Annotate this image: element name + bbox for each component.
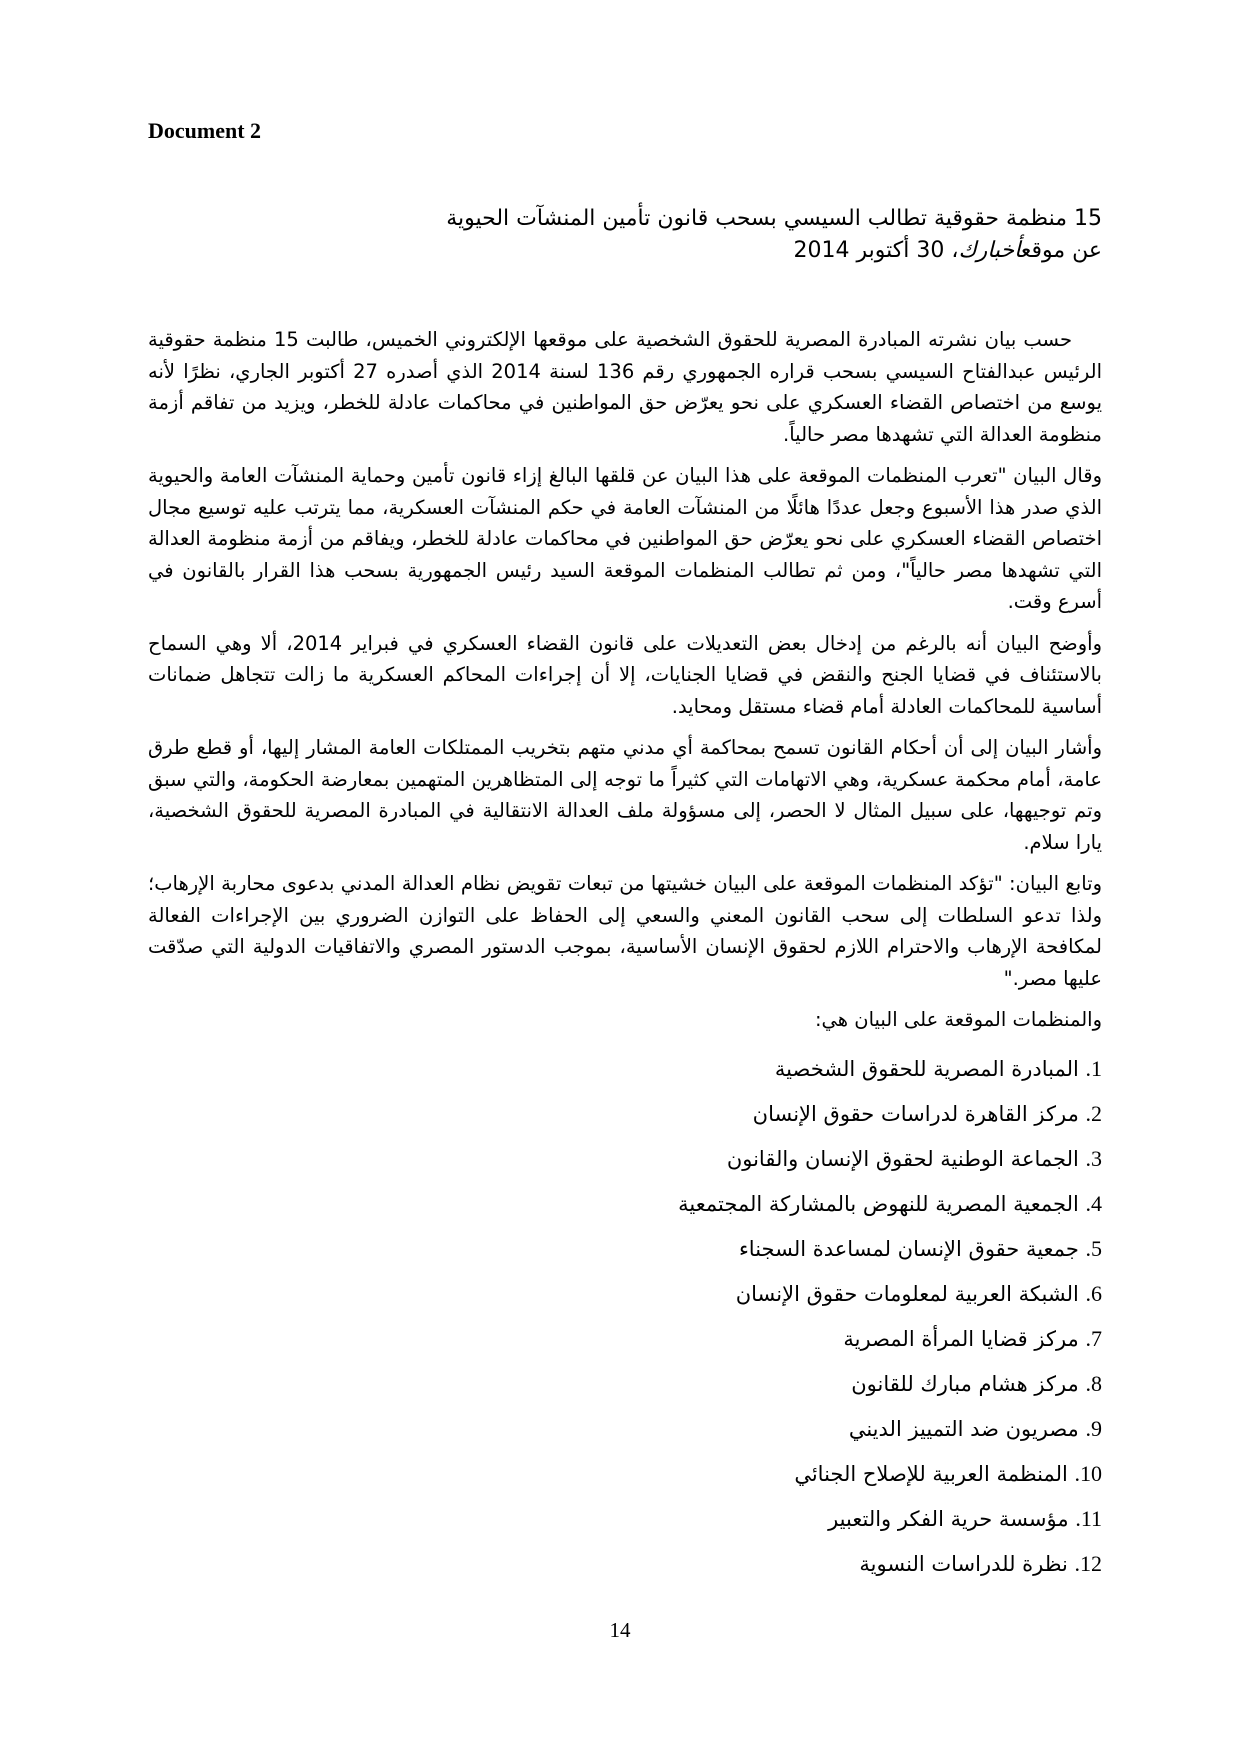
list-number: 11. — [1075, 1505, 1102, 1531]
organization-name: نظرة للدراسات النسوية — [859, 1551, 1068, 1576]
list-item — [148, 1496, 1102, 1541]
list-item — [148, 1136, 1102, 1181]
list-number: 12. — [1074, 1550, 1102, 1576]
paragraph: وقال البيان "تعرب المنظمات الموقعة على هذا البيان عن قلقها البالغ إزاء قانون تأمين وحماية المنشآت العامة والحيوية الذي صدر هذا الأسبوع وجعل عددًا هائلًا من المنشآت العامة في حكم المنشآت العسكرية، مما يترتب عليه توسيع مجال اختصاص القضاء العسكري على نحو يعرّض حق المواطنين في محاكمات عادلة للخطر، ويفاقم من أزمة منظومة العدالة التي تشهدها مصر حالياً"، ومن ثم تطالب المنظمات الموقعة السيد رئيس الجمهورية بسحب هذا القرار بالقانون في أسرع وقت. — [148, 464, 1102, 613]
organization-name: الجماعة الوطنية لحقوق الإنسان والقانون — [726, 1146, 1079, 1171]
list-item — [148, 1451, 1102, 1496]
paragraph: وأوضح البيان أنه بالرغم من إدخال بعض التعديلات على قانون القضاء العسكري في فبراير 2014، ألا وهي السماح بالاستئناف في قضايا الجنح والنقض في قضايا الجنايات، إلا أن إجراءات المحاكم العسكرية ما زالت تتجاهل ضمانات أساسية للمحاكمات العادلة أمام قضاء مستقل ومحايد. — [148, 631, 1102, 718]
list-item — [148, 1541, 1102, 1586]
paragraph: حسب بيان نشرته المبادرة المصرية للحقوق الشخصية على موقعها الإلكتروني الخميس، طالبت 15 منظمة حقوقية الرئيس عبدالفتاح السيسي بسحب قراره الجمهوري رقم 136 لسنة 2014 الذي أصدره 27 أكتوبر الجاري، نظرًا لأنه يوسع من اختصاص القضاء العسكري على نحو يعرّض حق المواطنين في محاكمات عادلة للخطر، ويزيد من تفاقم أزمة منظومة العدالة التي تشهدها مصر حالياً. — [148, 328, 1102, 446]
page-number: 14 — [609, 1618, 631, 1642]
document-label: Document 2 — [148, 118, 262, 143]
list-number: 8. — [1085, 1370, 1102, 1396]
list-item — [148, 1046, 1102, 1091]
list-item — [148, 1181, 1102, 1226]
list-item — [148, 1226, 1102, 1271]
list-item — [148, 1361, 1102, 1406]
list-number: 5. — [1085, 1235, 1102, 1261]
list-item — [148, 1271, 1102, 1316]
organization-name: مركز القاهرة لدراسات حقوق الإنسان — [752, 1101, 1079, 1126]
list-number: 10. — [1074, 1460, 1102, 1486]
source-prefix: عن موقع — [1020, 238, 1102, 263]
paragraph: وأشار البيان إلى أن أحكام القانون تسمح بمحاكمة أي مدني متهم بتخريب الممتلكات العامة المشار إليها، أو قطع طرق عامة، أمام محكمة عسكرية، وهي الاتهامات التي كثيراً ما توجه إلى المتظاهرين المتهمين بمعارضة الحكومة، والتي سبق وتم توجيهها، على سبيل المثال لا الحصر، إلى مسؤولة ملف العدالة الانتقالية في المبادرة المصرية للحقوق الشخصية، يارا سلام. — [148, 736, 1102, 854]
organization-name: المبادرة المصرية للحقوق الشخصية — [774, 1056, 1079, 1081]
list-number: 7. — [1085, 1325, 1102, 1351]
list-number: 6. — [1085, 1280, 1102, 1306]
article-title: 15 منظمة حقوقية تطالب السيسي بسحب قانون تأمين المنشآت الحيوية — [446, 206, 1102, 231]
organizations-intro: والمنظمات الموقعة على البيان هي: — [814, 1008, 1102, 1031]
organization-name: الجمعية المصرية للنهوض بالمشاركة المجتمعية — [678, 1191, 1079, 1216]
source-name: أخبارك — [958, 238, 1021, 263]
organization-name: مركز قضايا المرأة المصرية — [843, 1326, 1079, 1351]
source-date: ، 30 أكتوبر 2014 — [793, 238, 959, 263]
organization-name: مؤسسة حرية الفكر والتعبير — [828, 1506, 1069, 1531]
article-body — [148, 324, 1102, 1586]
list-number: 2. — [1085, 1100, 1102, 1126]
list-item — [148, 1406, 1102, 1451]
organizations-list — [148, 1046, 1102, 1586]
list-item — [148, 1091, 1102, 1136]
organization-name: المنظمة العربية للإصلاح الجنائي — [794, 1461, 1068, 1486]
organization-name: الشبكة العربية لمعلومات حقوق الإنسان — [735, 1281, 1079, 1306]
organization-name: مصريون ضد التمييز الديني — [848, 1416, 1079, 1441]
list-number: 3. — [1085, 1145, 1102, 1171]
list-number: 9. — [1085, 1415, 1102, 1441]
article-header — [142, 203, 1102, 267]
list-number: 1. — [1085, 1055, 1102, 1081]
organization-name: جمعية حقوق الإنسان لمساعدة السجناء — [738, 1236, 1079, 1261]
article-source — [142, 235, 1102, 267]
list-item — [148, 1316, 1102, 1361]
organization-name: مركز هشام مبارك للقانون — [851, 1371, 1079, 1396]
list-number: 4. — [1085, 1190, 1102, 1216]
paragraph: وتابع البيان: "تؤكد المنظمات الموقعة على البيان خشيتها من تبعات تقويض نظام العدالة المدني بدعوى محاربة الإرهاب؛ ولذا تدعو السلطات إلى سحب القانون المعني والسعي إلى الحفاظ على التوازن الضروري بين الإجراءات الفعالة لمكافحة الإرهاب والاحترام اللازم لحقوق الإنسان الأساسية، بموجب الدستور المصري والاتفاقيات الدولية التي صدّقت عليها مصر." — [148, 872, 1102, 990]
